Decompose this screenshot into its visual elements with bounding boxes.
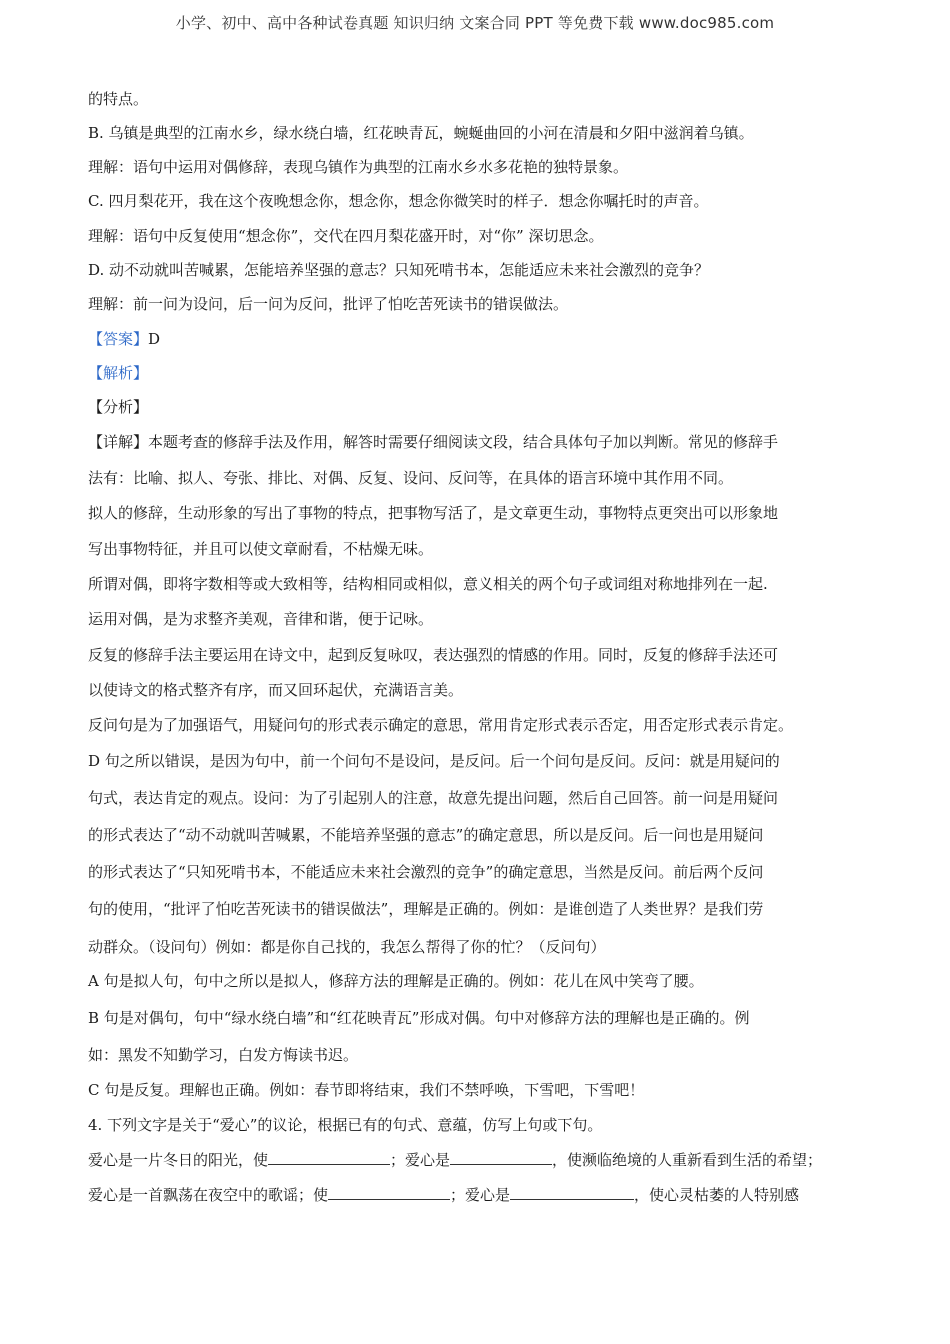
detail-line: 句式，表达肯定的观点。设问：为了引起别人的注意，故意先提出问题，然后自己回答。前一问是用疑问 [88, 789, 779, 807]
fill-blank[interactable] [510, 1184, 634, 1200]
detail-line: C 句是反复。理解也正确。例如：春节即将结束，我们不禁呼唤，下雪吧，下雪吧！ [88, 1081, 645, 1099]
detail-line: 拟人的修辞，生动形象的写出了事物的特点，把事物写活了，是文章更生动，事物特点更突出可以形象地 [88, 504, 779, 522]
detail-line: B 句是对偶句，句中“绿水绕白墙”和“红花映青瓦”形成对偶。句中对修辞方法的理解也是正确的。例 [88, 1009, 750, 1027]
fill-in-line-1 [88, 1149, 822, 1171]
fill-text: 爱心是一片冬日的阳光，使 [88, 1151, 269, 1169]
fill-text: ；爱心是 [450, 1186, 511, 1204]
detail-line: D 句之所以错误，是因为句中，前一个问句不是设问，是反问。后一个问句是反问。反问：就是用疑问的 [88, 752, 780, 770]
fill-text: ，使心灵枯萎的人特别感 [634, 1186, 800, 1204]
option-c: C. 四月梨花开，我在这个夜晚想念你，想念你，想念你微笑时的样子．想念你嘱托时的声音。 [88, 192, 709, 210]
answer-value: D [148, 330, 161, 348]
detail-line: 【详解】本题考查的修辞手法及作用，解答时需要仔细阅读文段，结合具体句子加以判断。常见的修辞手 [88, 433, 779, 451]
answer-tag: 【答案】 [88, 330, 149, 348]
detail-line: 反问句是为了加强语气，用疑问句的形式表示确定的意思，常用肯定形式表示否定，用否定形式表示肯定。 [88, 716, 794, 734]
fill-text: ，使濒临绝境的人重新看到生活的希望； [552, 1151, 823, 1169]
analysis-tag: 【解析】 [88, 364, 149, 382]
fill-text: 爱心是一首飘荡在夜空中的歌谣；使 [88, 1186, 329, 1204]
answer-line [88, 328, 160, 350]
option-b-explanation: 理解：语句中运用对偶修辞，表现乌镇作为典型的江南水乡水多花艳的独特景象。 [88, 158, 629, 176]
detail-line: 句的使用，“批评了怕吃苦死读书的错误做法”，理解是正确的。例如：是谁创造了人类世界？是我们劳 [88, 900, 764, 918]
detail-line: 所谓对偶，即将字数相等或大致相等，结构相同或相似，意义相关的两个句子或词组对称地排列在一起. [88, 575, 768, 593]
option-b: B. 乌镇是典型的江南水乡，绿水绕白墙，红花映青瓦，蜿蜒曲回的小河在清晨和夕阳中滋润着乌镇。 [88, 124, 754, 142]
detail-line: 反复的修辞手法主要运用在诗文中，起到反复咏叹，表达强烈的情感的作用。同时，反复的修辞手法还可 [88, 646, 779, 664]
fill-in-line-2 [88, 1184, 799, 1206]
option-c-explanation: 理解：语句中反复使用“想念你”，交代在四月梨花盛开时，对“你” 深切思念。 [88, 227, 604, 245]
option-d-explanation: 理解：前一问为设问，后一问为反问，批评了怕吃苦死读书的错误做法。 [88, 295, 569, 313]
detail-line: A 句是拟人句，句中之所以是拟人，修辞方法的理解是正确的。例如：花儿在风中笑弯了腰。 [88, 972, 704, 990]
analysis-line [88, 362, 148, 384]
fenxi-heading: 【分析】 [88, 398, 149, 416]
fill-blank[interactable] [328, 1184, 450, 1200]
detail-line: 运用对偶，是为求整齐美观，音律和谐，便于记咏。 [88, 610, 434, 628]
detail-line: 法有：比喻、拟人、夸张、排比、对偶、反复、设问、反问等，在具体的语言环境中其作用不同。 [88, 469, 734, 487]
detail-line: 以使诗文的格式整齐有序，而又回环起伏，充满语言美。 [88, 681, 464, 699]
fill-blank[interactable] [268, 1149, 390, 1165]
detail-line: 的形式表达了“只知死啃书本，不能适应未来社会激烈的竞争”的确定意思，当然是反问。前后两个反问 [88, 863, 764, 881]
detail-line: 如：黑发不知勤学习，白发方悔读书迟。 [88, 1046, 359, 1064]
detail-line: 的形式表达了“动不动就叫苦喊累，不能培养坚强的意志”的确定意思，所以是反问。后一问也是用疑问 [88, 826, 764, 844]
detail-line: 动群众。（设问句）例如：都是你自己找的，我怎么帮得了你的忙？（反问句） [88, 938, 606, 956]
text-line: 的特点。 [88, 90, 149, 108]
fill-blank[interactable] [450, 1149, 552, 1165]
detail-line: 写出事物特征，并且可以使文章耐看，不枯燥无味。 [88, 540, 434, 558]
page-header: 小学、初中、高中各种试卷真题 知识归纳 文案合同 PPT 等免费下载 www.doc985.com [175, 14, 775, 32]
fill-text: ；爱心是 [390, 1151, 451, 1169]
question-4: 4. 下列文字是关于“爱心”的议论，根据已有的句式、意蕴，仿写上句或下句。 [88, 1116, 603, 1134]
option-d: D. 动不动就叫苦喊累，怎能培养坚强的意志？只知死啃书本，怎能适应未来社会激烈的竞争？ [88, 261, 710, 279]
